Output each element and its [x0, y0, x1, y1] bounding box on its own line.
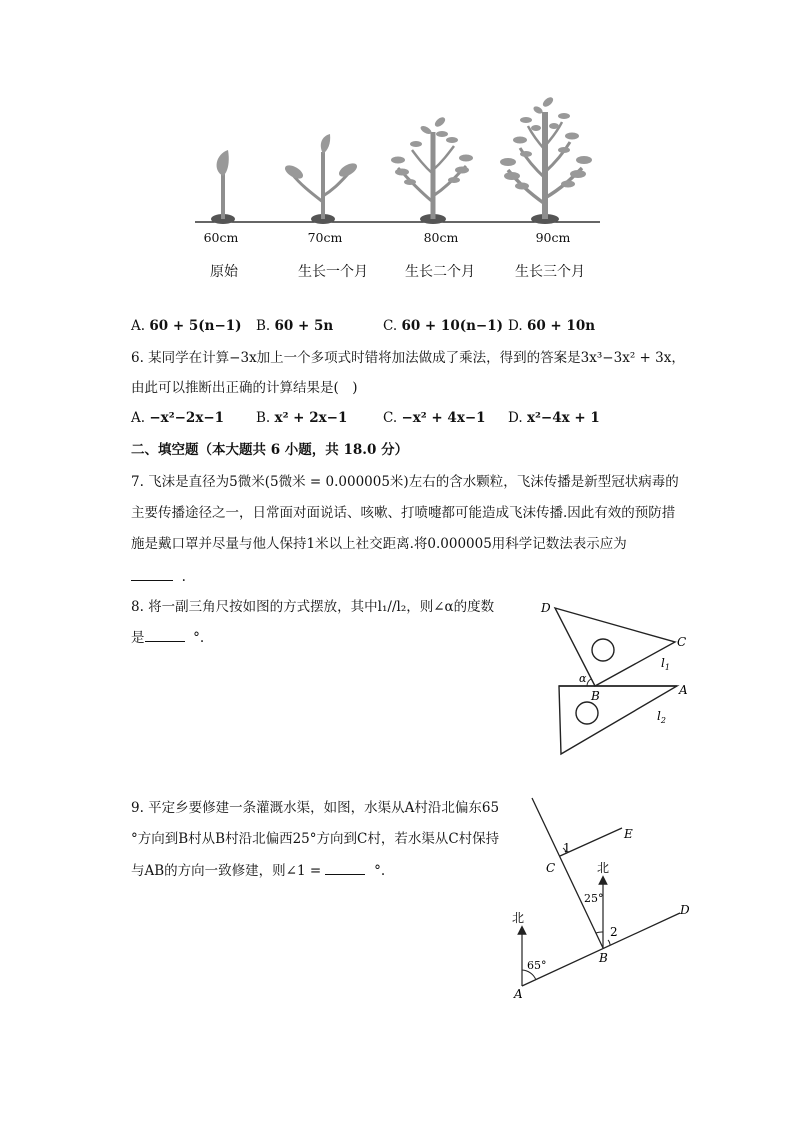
plant-stage-label: 原始 [210, 264, 238, 280]
label-d: D [541, 601, 551, 615]
plant-month3-icon [500, 95, 592, 224]
q7-text-line2: 主要传播途径之一，日常面对面说话、咳嗽、打喷嚏都可能造成飞沫传播.因此有效的预防措 [131, 505, 676, 521]
q9-canal-figure [500, 790, 710, 1010]
label-alpha: α [579, 672, 587, 685]
upper-triangle [555, 608, 675, 686]
label-angle-2: 2 [610, 925, 618, 939]
q6-option-d[interactable]: D. x²−4x + 1 [508, 410, 600, 426]
upper-triangle-hole [592, 639, 614, 661]
label-north-a: 北 [512, 911, 525, 925]
label-l1: $l_1$ [661, 656, 670, 672]
q8-text-line2: 是 °. [131, 627, 204, 648]
label-a: A [514, 987, 523, 1001]
q7-answer-blank[interactable] [131, 566, 173, 581]
q9-answer-blank[interactable] [325, 860, 365, 875]
q5-option-c[interactable]: C. 60 + 10(n−1) [383, 318, 504, 334]
label-b: B [591, 689, 600, 703]
section-heading: 二、填空题（本大题共 6 小题，共 18.0 分） [131, 442, 409, 458]
label-65deg: 65° [527, 959, 547, 972]
q7-text-line1: 7. 飞沫是直径为5微米(5微米 = 0.000005米)左右的含水颗粒，飞沫传播是新型冠状病毒的 [131, 474, 679, 490]
plant-height-label: 70cm [307, 230, 343, 245]
plant-stage-label: 生长二个月 [405, 264, 475, 280]
q6-option-b[interactable]: B. x² + 2x−1 [256, 410, 348, 426]
plant-growth-figure [190, 92, 610, 232]
label-l2: $l_2$ [657, 709, 666, 725]
q9-text-line3: 与AB的方向一致修建，则∠1 = °. [131, 860, 385, 881]
angle-2-arc [608, 940, 610, 945]
q5-option-a[interactable]: A. 60 + 5(n−1) [131, 318, 242, 334]
alpha-arc [587, 679, 591, 686]
q5-option-b[interactable]: B. 60 + 5n [256, 318, 334, 334]
plant-stage-label: 生长三个月 [515, 264, 585, 280]
plant-stage-label: 生长一个月 [298, 264, 368, 280]
line-ad [522, 913, 680, 986]
plant-height-label: 90cm [535, 230, 571, 245]
q6-option-a[interactable]: A. −x²−2x−1 [131, 410, 225, 426]
label-c: C [546, 861, 556, 875]
label-angle-1: 1 [563, 841, 571, 855]
q8-triangle-figure [535, 596, 700, 761]
label-c: C [677, 635, 687, 649]
q7-answer-line: . [131, 566, 186, 587]
label-b: B [599, 951, 608, 965]
label-25deg: 25° [584, 892, 604, 905]
plant-month1-icon [283, 134, 359, 224]
line-bc [532, 798, 603, 948]
q6-text-line1: 6. 某同学在计算−3x加上一个多项式时错将加法做成了乘法，得到的答案是3x³−3x² + 3x， [131, 350, 685, 366]
q8-answer-blank[interactable] [145, 627, 185, 642]
plant-original-icon [211, 150, 235, 224]
plant-height-label: 80cm [423, 230, 459, 245]
q6-option-c[interactable]: C. −x² + 4x−1 [383, 410, 486, 426]
q9-text-line1: 9. 平定乡要修建一条灌溉水渠，如图，水渠从A村沿北偏东65 [131, 800, 500, 816]
label-d: D [680, 903, 690, 917]
label-a: A [679, 683, 688, 697]
angle-25-arc [596, 932, 603, 933]
plant-month2-icon [391, 115, 473, 224]
label-north-b: 北 [597, 861, 610, 875]
plant-height-label: 60cm [203, 230, 239, 245]
q6-text-line2: 由此可以推断出正确的计算结果是( ) [131, 380, 358, 396]
lower-triangle-hole [576, 702, 598, 724]
q7-text-line3: 施是戴口罩并尽量与他人保持1米以上社交距离.将0.000005用科学记数法表示应为 [131, 536, 627, 552]
label-e: E [624, 827, 633, 841]
q5-option-d[interactable]: D. 60 + 10n [508, 318, 596, 334]
q9-text-line2: °方向到B村从B村沿北偏西25°方向到C村，若水渠从C村保持 [131, 831, 500, 847]
q8-text-line1: 8. 将一副三角尺按如图的方式摆放，其中l₁//l₂，则∠α的度数 [131, 599, 495, 615]
